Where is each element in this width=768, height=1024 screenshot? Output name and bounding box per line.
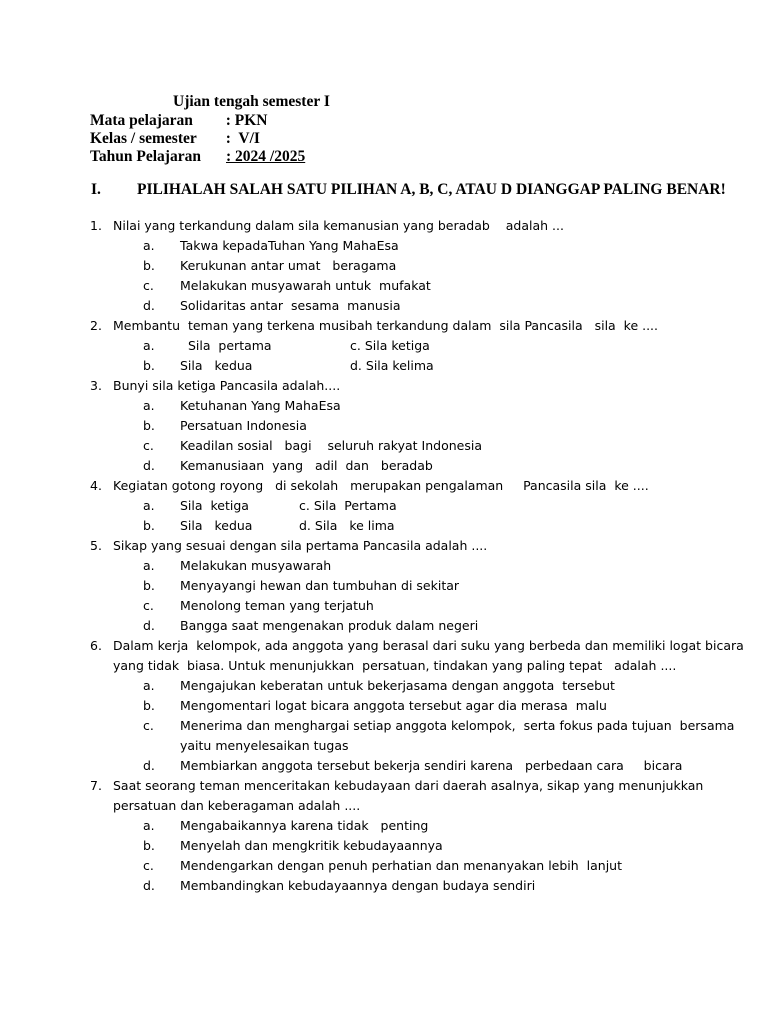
answer-option	[0, 876, 768, 896]
option-letter: d.	[143, 618, 155, 633]
option-letter: c.	[143, 278, 154, 293]
answer-option	[0, 596, 768, 616]
header-label: Tahun Pelajaran	[90, 148, 201, 165]
option-text: Sila kedua	[180, 358, 253, 373]
question-item	[0, 536, 768, 636]
option-text: Mengajukan keberatan untuk bekerjasama dengan anggota tersebut	[180, 678, 615, 693]
section-instruction: PILIHALAH SALAH SATU PILIHAN A, B, C, ATAU D DIANGGAP PALING BENAR!	[137, 181, 726, 198]
question-line	[0, 536, 768, 556]
option-text: Membandingkan kebudayaannya dengan budaya sendiri	[180, 878, 536, 893]
exam-title: Ujian tengah semester I	[173, 93, 330, 110]
option-letter: a.	[143, 818, 155, 833]
option-letter: c.	[143, 858, 154, 873]
question-text: persatuan dan keberagaman adalah ....	[113, 798, 361, 813]
question-text: Sikap yang sesuai dengan sila pertama Pancasila adalah ....	[113, 538, 488, 553]
question-line	[0, 796, 768, 816]
option-letter: b.	[143, 518, 155, 533]
question-item	[0, 476, 768, 536]
question-number: 2.	[90, 318, 102, 333]
option-letter: a.	[143, 338, 155, 353]
answer-option	[0, 696, 768, 716]
option-text: Menyelah dan mengkritik kebudayaannya	[180, 838, 443, 853]
question-text: Saat seorang teman menceritakan kebudayaan dari daerah asalnya, sikap yang menunjukkan	[113, 778, 704, 793]
answer-option	[0, 576, 768, 596]
question-line	[0, 476, 768, 496]
answer-option-pair	[0, 516, 768, 536]
question-line	[0, 376, 768, 396]
answer-option	[0, 296, 768, 316]
question-text: Kegiatan gotong royong di sekolah merupakan pengalaman Pancasila sila ke ....	[113, 478, 649, 493]
answer-option	[0, 816, 768, 836]
question-line	[0, 656, 768, 676]
header-value: : PKN	[218, 112, 268, 129]
option-letter: c.	[143, 438, 154, 453]
option-text: Solidaritas antar sesama manusia	[180, 298, 401, 313]
question-number: 5.	[90, 538, 102, 553]
option-letter: a.	[143, 498, 155, 513]
question-number: 3.	[90, 378, 102, 393]
question-item	[0, 636, 768, 776]
option-letter: d.	[143, 758, 155, 773]
option-letter: c.	[143, 718, 154, 733]
option-text: Melakukan musyawarah untuk mufakat	[180, 278, 431, 293]
header-label: Mata pelajaran	[90, 112, 193, 129]
answer-option	[0, 256, 768, 276]
option-text: Melakukan musyawarah	[180, 558, 332, 573]
option-text: yaitu menyelesaikan tugas	[180, 738, 349, 753]
option-text: Bangga saat mengenakan produk dalam negeri	[180, 618, 479, 633]
option-letter: d.	[143, 298, 155, 313]
option-text: Menyayangi hewan dan tumbuhan di sekitar	[180, 578, 460, 593]
answer-option	[0, 276, 768, 296]
header-row-subject	[90, 112, 268, 130]
option-text-right: d. Sila kelima	[350, 358, 434, 373]
option-letter: b.	[143, 258, 155, 273]
question-number: 1.	[90, 218, 102, 233]
question-number: 7.	[90, 778, 102, 793]
option-letter: a.	[143, 238, 155, 253]
question-item	[0, 316, 768, 376]
option-letter: b.	[143, 698, 155, 713]
option-letter: a.	[143, 398, 155, 413]
option-text: Sila pertama	[180, 338, 272, 353]
option-text: Kemanusiaan yang adil dan beradab	[180, 458, 433, 473]
question-text: Membantu teman yang terkena musibah terkandung dalam sila Pancasila sila ke ....	[113, 318, 659, 333]
option-text: Menolong teman yang terjatuh	[180, 598, 374, 613]
question-line	[0, 216, 768, 236]
question-number: 6.	[90, 638, 102, 653]
answer-option	[0, 856, 768, 876]
option-text: Sila kedua	[180, 518, 253, 533]
answer-option-pair	[0, 336, 768, 356]
answer-option	[0, 616, 768, 636]
option-text: Persatuan Indonesia	[180, 418, 307, 433]
question-text: Dalam kerja kelompok, ada anggota yang berasal dari suku yang berbeda dan memiliki logat bicara	[113, 638, 744, 653]
answer-option	[0, 556, 768, 576]
option-letter: c.	[143, 598, 154, 613]
header-row-class	[90, 130, 260, 148]
option-letter: a.	[143, 558, 155, 573]
answer-option	[0, 676, 768, 696]
answer-option	[0, 716, 768, 736]
option-text: Mengomentari logat bicara anggota tersebut agar dia merasa malu	[180, 698, 607, 713]
header-row-year	[90, 148, 305, 166]
answer-option	[0, 236, 768, 256]
option-text: Membiarkan anggota tersebut bekerja sendiri karena perbedaan cara bicara	[180, 758, 683, 773]
question-text: Bunyi sila ketiga Pancasila adalah....	[113, 378, 341, 393]
question-line	[0, 316, 768, 336]
option-text: Sila ketiga	[180, 498, 249, 513]
answer-option	[0, 456, 768, 476]
question-item	[0, 216, 768, 316]
section-heading	[91, 181, 726, 199]
question-item	[0, 776, 768, 896]
option-text-right: c. Sila Pertama	[299, 498, 397, 513]
option-text: Menerima dan menghargai setiap anggota kelompok, serta fokus pada tujuan bersama	[180, 718, 735, 733]
question-line	[0, 636, 768, 656]
option-text: Takwa kepadaTuhan Yang MahaEsa	[180, 238, 399, 253]
question-list	[0, 216, 768, 896]
option-text-right: c. Sila ketiga	[350, 338, 430, 353]
answer-option	[0, 756, 768, 776]
section-number: I.	[91, 181, 101, 198]
option-text: Mendengarkan dengan penuh perhatian dan menanyakan lebih lanjut	[180, 858, 622, 873]
option-text: Keadilan sosial bagi seluruh rakyat Indonesia	[180, 438, 482, 453]
question-text: yang tidak biasa. Untuk menunjukkan persatuan, tindakan yang paling tepat adalah ....	[113, 658, 677, 673]
option-letter: d.	[143, 878, 155, 893]
header-value: : 2024 /2025	[226, 148, 306, 165]
option-letter: d.	[143, 458, 155, 473]
option-letter: b.	[143, 418, 155, 433]
question-number: 4.	[90, 478, 102, 493]
header-label: Kelas / semester	[90, 130, 197, 147]
answer-option	[0, 396, 768, 416]
option-text: Ketuhanan Yang MahaEsa	[180, 398, 341, 413]
option-letter: b.	[143, 358, 155, 373]
question-line	[0, 776, 768, 796]
question-text: Nilai yang terkandung dalam sila kemanusian yang beradab adalah ...	[113, 218, 564, 233]
answer-option	[0, 416, 768, 436]
answer-option-pair	[0, 356, 768, 376]
option-letter: a.	[143, 678, 155, 693]
option-letter: b.	[143, 578, 155, 593]
option-text-right: d. Sila ke lima	[299, 518, 395, 533]
option-text: Kerukunan antar umat beragama	[180, 258, 397, 273]
option-letter: b.	[143, 838, 155, 853]
header-value: : V/I	[218, 130, 260, 147]
answer-option	[0, 436, 768, 456]
answer-option-pair	[0, 496, 768, 516]
answer-option-continuation	[0, 736, 768, 756]
question-item	[0, 376, 768, 476]
option-text: Mengabaikannya karena tidak penting	[180, 818, 429, 833]
answer-option	[0, 836, 768, 856]
